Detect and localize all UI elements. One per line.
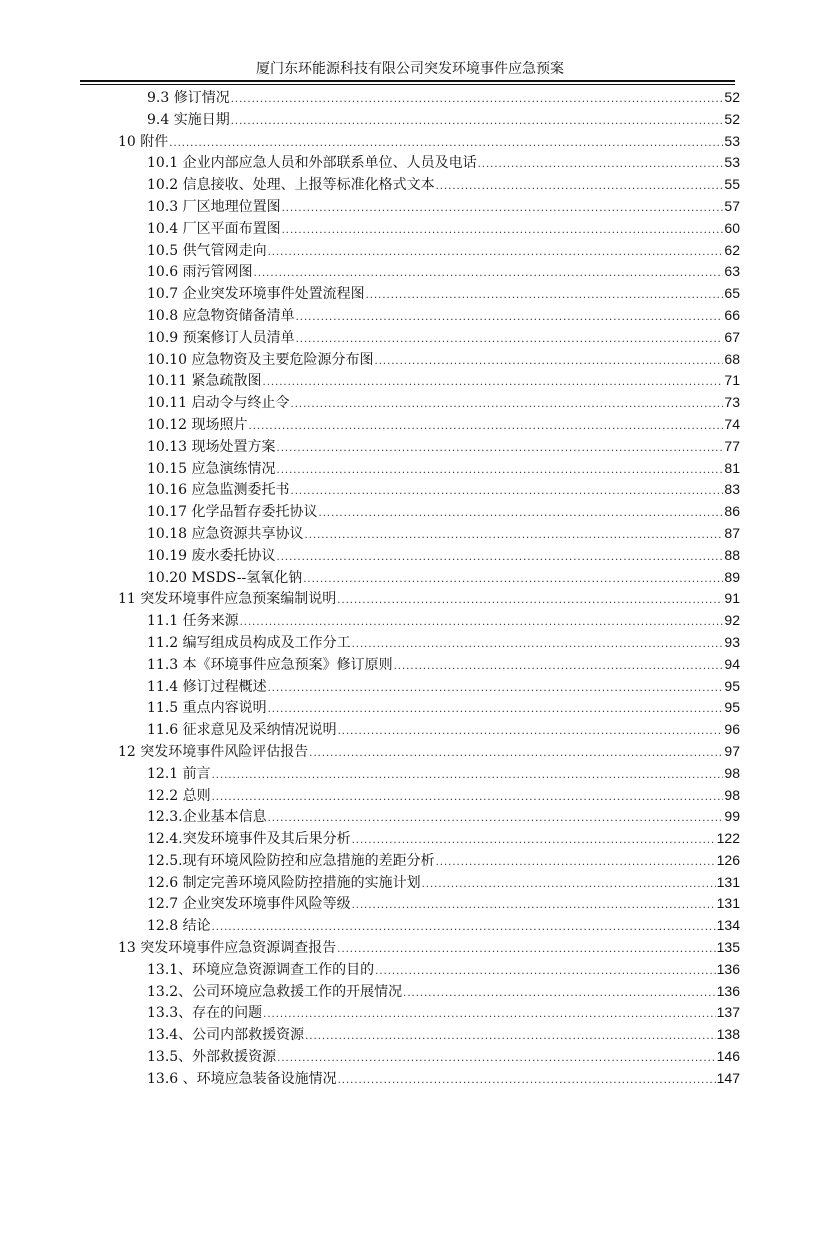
toc-entry-title: 9.3 修订情况 [147,90,230,106]
toc-entry-page-number: 52 [724,89,740,105]
toc-entry[interactable] [118,283,740,305]
toc-entry-page-number: 131 [716,873,740,890]
toc-entry-page-number: 93 [724,633,740,650]
toc-dot-leader [338,1070,716,1092]
toc-entry-title: 10.17 化学品暂存委托协议 [147,504,318,521]
toc-entry-page-number: 88 [724,546,740,563]
toc-entry-title: 10.11 启动令与终止令 [147,395,290,412]
toc-entry-title: 10.19 废水委托协议 [147,547,276,564]
toc-entry[interactable] [118,327,740,349]
toc-entry-title: 10.3 厂区地理位置图 [147,198,281,215]
toc-dot-leader [268,808,724,830]
header-rule-thin [80,84,735,85]
toc-dot-leader [309,743,723,765]
toc-dot-leader [352,830,716,852]
toc-dot-leader [268,678,724,700]
toc-entry[interactable] [118,697,740,719]
toc-entry[interactable] [118,545,740,567]
toc-entry-title: 10.2 信息接收、处理、上报等标准化格式文本 [147,177,435,194]
toc-entry-page-number: 98 [724,764,740,781]
toc-entry-page-number: 53 [724,132,740,149]
toc-dot-leader [305,1026,715,1048]
toc-entry[interactable] [118,1002,740,1024]
toc-entry[interactable] [118,567,740,589]
toc-dot-leader [249,416,724,438]
toc-entry-page-number: 66 [724,306,740,323]
toc-entry[interactable] [118,915,740,937]
toc-entry-page-number: 62 [724,241,740,258]
toc-entry[interactable] [118,676,740,698]
toc-entry[interactable] [118,872,740,894]
toc-entry-page-number: 95 [724,699,740,716]
toc-dot-leader [277,438,724,460]
page-header: 厦门东环能源科技有限公司突发环境事件应急预案 [256,61,564,77]
toc-entry-title: 12.2 总则 [147,787,211,804]
toc-entry-page-number: 126 [716,851,740,868]
toc-entry-page-number: 136 [716,960,740,977]
toc-entry[interactable] [118,458,740,480]
toc-entry-title: 12.7 企业突发环境事件风险等级 [147,896,351,913]
toc-entry-title: 11.2 编写组成员构成及工作分工 [147,634,351,651]
toc-entry-title: 13.2、公司环境应急救援工作的开展情况 [147,983,403,1000]
toc-entry-title: 10.12 现场照片 [147,416,248,433]
toc-entry[interactable] [118,654,740,676]
toc-entry-title: 11.5 重点内容说明 [147,700,267,717]
toc-dot-leader [212,917,716,939]
toc-entry[interactable] [118,196,740,218]
toc-dot-leader [338,721,724,743]
toc-dot-leader [282,198,724,220]
toc-entry[interactable] [118,1024,740,1046]
toc-entry-title: 10.10 应急物资及主要危险源分布图 [147,351,374,368]
toc-entry-title: 11.1 任务来源 [147,613,239,630]
toc-entry-page-number: 99 [724,808,740,825]
toc-entry-page-number: 52 [724,110,740,127]
toc-entry[interactable] [118,479,740,501]
toc-entry-title: 10.8 应急物资储备清单 [147,307,295,324]
toc-entry-title: 12.3.企业基本信息 [147,809,267,826]
toc-entry-page-number: 89 [724,568,740,585]
toc-entry[interactable] [118,937,740,959]
toc-entry-page-number: 92 [724,612,740,629]
toc-entry-page-number: 138 [716,1026,740,1043]
toc-entry-title: 10.7 企业突发环境事件处置流程图 [147,286,365,303]
toc-entry-page-number: 87 [724,524,740,541]
toc-entry[interactable] [118,392,740,414]
toc-entry-title: 13.1、环境应急资源调查工作的目的 [147,961,375,978]
toc-entry-page-number: 63 [724,263,740,280]
toc-entry-page-number: 91 [724,590,740,607]
toc-entry[interactable] [118,370,740,392]
toc-dot-leader [263,1004,715,1026]
toc-entry[interactable] [118,610,740,632]
toc-entry-page-number: 71 [724,372,740,389]
toc-entry[interactable] [118,1068,740,1090]
toc-entry-title: 12.8 结论 [147,918,211,935]
toc-entry[interactable] [118,87,740,109]
toc-entry[interactable] [118,240,740,262]
toc-entry-title: 10.9 预案修订人员清单 [147,329,295,346]
toc-dot-leader [268,699,724,721]
toc-entry-page-number: 122 [716,830,740,847]
toc-entry[interactable] [118,719,740,741]
toc-entry-page-number: 60 [724,219,740,236]
toc-entry-page-number: 135 [716,939,740,956]
toc-entry[interactable] [118,959,740,981]
toc-entry-page-number: 73 [724,394,740,411]
toc-entry-title: 12.5.现有环境风险防控和应急措施的差距分析 [147,852,435,869]
toc-entry[interactable] [118,806,740,828]
toc-entry-title: 13.4、公司内部救援资源 [147,1027,305,1044]
toc-entry-page-number: 146 [716,1048,740,1065]
toc-entry-page-number: 147 [716,1069,740,1086]
toc-entry-page-number: 55 [724,176,740,193]
toc-dot-leader [231,89,724,111]
toc-entry-title: 10 附件 [118,133,169,150]
toc-entry-title: 10.1 企业内部应急人员和外部联系单位、人员及电话 [147,155,477,172]
toc-entry-page-number: 86 [724,503,740,520]
toc-entry-page-number: 96 [724,721,740,738]
toc-entry-title: 12.6 制定完善环境风险防控措施的实施计划 [147,874,421,891]
toc-entry-title: 10.13 现场处置方案 [147,438,276,455]
toc-entry[interactable] [118,109,740,131]
toc-dot-leader [352,634,724,656]
toc-dot-leader [212,765,724,787]
toc-entry-page-number: 95 [724,677,740,694]
toc-entry-title: 11.3 本《环境事件应急预案》修订原则 [147,656,393,673]
toc-entry-page-number: 83 [724,481,740,498]
toc-entry-title: 10.15 应急演练情况 [147,460,276,477]
table-of-contents [118,87,740,1090]
toc-dot-leader [337,590,723,612]
toc-entry-title: 10.18 应急资源共享协议 [147,525,304,542]
toc-entry-page-number: 94 [724,655,740,672]
toc-dot-leader [303,569,723,591]
toc-entry-page-number: 136 [716,982,740,999]
toc-dot-leader [366,285,724,307]
toc-entry-title: 9.4 实施日期 [147,111,230,128]
toc-entry[interactable] [118,828,740,850]
toc-entry-page-number: 74 [724,415,740,432]
toc-dot-leader [291,481,724,503]
toc-entry-title: 11 突发环境事件应急预案编制说明 [118,591,337,608]
toc-entry[interactable] [118,523,740,545]
toc-dot-leader [277,547,724,569]
toc-entry-title: 13.6 、环境应急装备设施情况 [147,1070,337,1087]
toc-dot-leader [319,503,724,525]
toc-entry-page-number: 53 [724,154,740,171]
toc-entry-title: 13 突发环境事件应急资源调查报告 [118,940,337,957]
toc-dot-leader [240,612,724,634]
toc-entry[interactable] [118,261,740,283]
toc-entry[interactable] [118,981,740,1003]
toc-entry-page-number: 134 [716,917,740,934]
toc-entry[interactable] [118,893,740,915]
toc-dot-leader [305,525,724,547]
toc-entry-page-number: 131 [716,895,740,912]
toc-entry-title: 12.1 前言 [147,765,211,782]
toc-entry[interactable] [118,305,740,327]
toc-entry-page-number: 57 [724,197,740,214]
toc-entry-title: 13.5、外部救援资源 [147,1049,277,1066]
toc-dot-leader [337,939,715,961]
toc-entry[interactable] [118,131,740,153]
toc-dot-leader [291,394,724,416]
header-rule-thick [80,80,735,82]
toc-dot-leader [375,351,724,373]
toc-entry-title: 10.11 紧急疏散图 [147,373,262,390]
toc-dot-leader [268,242,724,264]
toc-entry[interactable] [118,152,740,174]
toc-entry-page-number: 77 [724,437,740,454]
toc-entry-page-number: 81 [724,459,740,476]
toc-entry-page-number: 65 [724,285,740,302]
toc-dot-leader [352,895,716,917]
toc-dot-leader [212,787,724,809]
toc-entry[interactable] [118,785,740,807]
toc-entry-page-number: 68 [724,350,740,367]
toc-entry-title: 10.20 MSDS--氢氧化钠 [147,569,303,586]
toc-entry-title: 13.3、存在的问题 [147,1005,263,1022]
toc-dot-leader [296,307,724,329]
toc-entry[interactable] [118,174,740,196]
toc-entry[interactable] [118,632,740,654]
toc-entry[interactable] [118,850,740,872]
toc-entry-title: 11.6 征求意见及采纳情况说明 [147,722,337,739]
toc-dot-leader [436,176,724,198]
toc-dot-leader [403,983,715,1005]
toc-dot-leader [254,263,724,285]
toc-entry[interactable] [118,763,740,785]
toc-entry[interactable] [118,501,740,523]
toc-entry-title: 10.5 供气管网走向 [147,242,267,259]
toc-entry-page-number: 97 [724,742,740,759]
toc-entry-title: 10.6 雨污管网图 [147,264,253,281]
toc-entry-page-number: 137 [716,1004,740,1021]
toc-entry-title: 10.4 厂区平面布置图 [147,220,281,237]
toc-entry-title: 12.4.突发环境事件及其后果分析 [147,831,351,848]
toc-entry[interactable] [118,218,740,240]
toc-dot-leader [169,133,723,155]
toc-entry-title: 10.16 应急监测委托书 [147,482,290,499]
toc-dot-leader [478,154,724,176]
toc-dot-leader [263,372,724,394]
toc-entry[interactable] [118,414,740,436]
toc-entry-title: 12 突发环境事件风险评估报告 [118,743,309,760]
toc-dot-leader [282,220,724,242]
toc-dot-leader [422,874,716,896]
toc-dot-leader [296,329,724,351]
toc-entry[interactable] [118,436,740,458]
toc-dot-leader [394,656,724,678]
toc-dot-leader [277,460,724,482]
toc-entry[interactable] [118,588,740,610]
toc-entry[interactable] [118,349,740,371]
toc-dot-leader [231,111,724,133]
toc-entry-page-number: 67 [724,328,740,345]
toc-entry[interactable] [118,1046,740,1068]
toc-entry-page-number: 98 [724,786,740,803]
toc-entry-title: 11.4 修订过程概述 [147,678,267,695]
toc-dot-leader [277,1048,715,1070]
toc-dot-leader [436,852,716,874]
toc-entry[interactable] [118,741,740,763]
toc-dot-leader [375,961,715,983]
